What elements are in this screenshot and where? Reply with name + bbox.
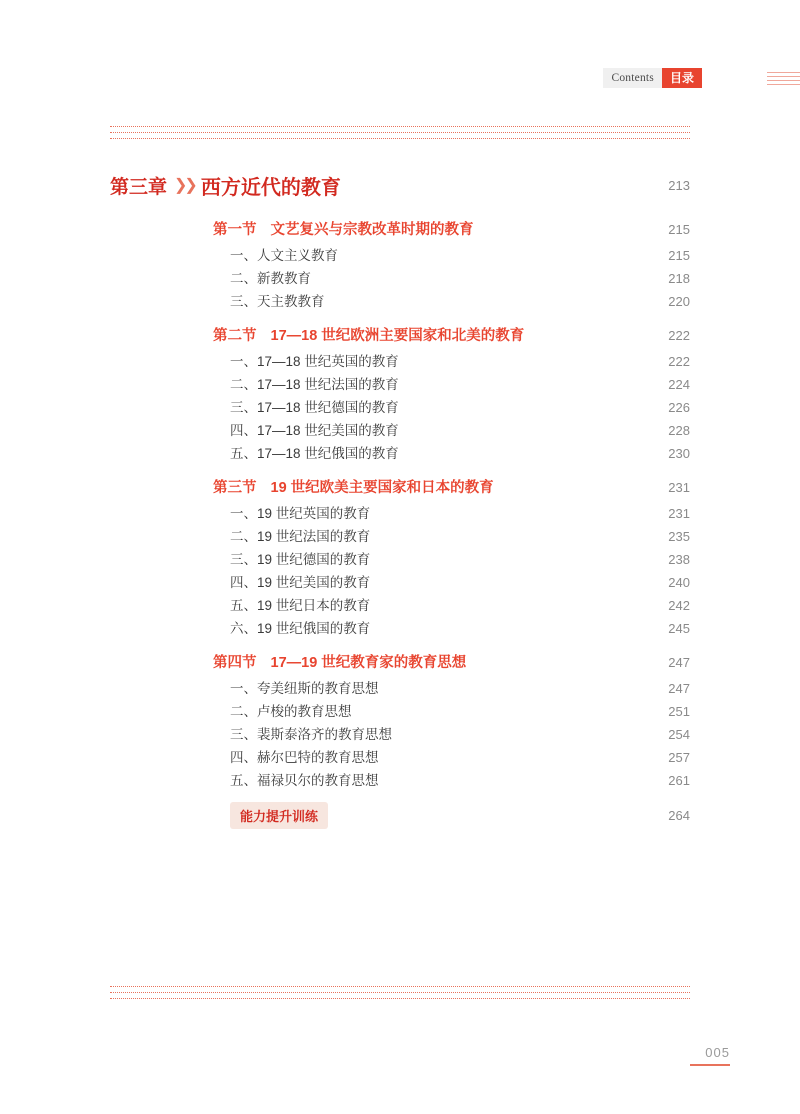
- section-title: 文艺复兴与宗教改革时期的教育: [270, 222, 474, 238]
- entry-page-number: 257: [668, 750, 690, 765]
- chapter-page-number: 213: [668, 177, 690, 193]
- toc-entry[interactable]: [110, 571, 690, 591]
- edge-line-1: [767, 72, 800, 73]
- contents-label: Contents: [603, 68, 662, 88]
- section-label: 第一节: [213, 222, 257, 238]
- chapter-number: 第三章: [110, 176, 168, 198]
- entry-title: 三、17—18 世纪德国的教育: [230, 400, 399, 415]
- contents-header-tag: [603, 68, 702, 88]
- section-heading[interactable]: [110, 324, 690, 345]
- toc-content: [110, 168, 690, 829]
- toc-entry[interactable]: [110, 502, 690, 522]
- entry-title: 一、人文主义教育: [230, 248, 338, 263]
- toc-entry[interactable]: [110, 244, 690, 264]
- toc-entry[interactable]: [110, 700, 690, 720]
- entry-title: 四、17—18 世纪美国的教育: [230, 423, 399, 438]
- entry-page-number: 218: [668, 271, 690, 286]
- dotted-line: [110, 126, 690, 127]
- entry-page-number: 235: [668, 529, 690, 544]
- entry-title: 六、19 世纪俄国的教育: [230, 621, 371, 636]
- footer-underline: [690, 1064, 730, 1066]
- entry-page-number: 245: [668, 621, 690, 636]
- entry-title: 三、天主教教育: [230, 294, 325, 309]
- entry-page-number: 261: [668, 773, 690, 788]
- section-page-number: 247: [668, 655, 690, 670]
- entry-title: 一、夸美纽斯的教育思想: [230, 681, 379, 696]
- mulu-label: 目录: [662, 68, 702, 88]
- entry-title: 五、19 世纪日本的教育: [230, 598, 371, 613]
- dotted-line: [110, 138, 690, 139]
- entry-page-number: 242: [668, 598, 690, 613]
- toc-entry[interactable]: [110, 769, 690, 789]
- toc-entry[interactable]: [110, 746, 690, 766]
- entry-page-number: 228: [668, 423, 690, 438]
- entry-title: 四、赫尔巴特的教育思想: [230, 750, 379, 765]
- edge-line-3: [767, 80, 800, 81]
- section-heading[interactable]: [110, 651, 690, 672]
- entry-page-number: 215: [668, 248, 690, 263]
- training-badge: 能力提升训练: [230, 802, 328, 829]
- entry-page-number: 238: [668, 552, 690, 567]
- section-title: 19 世纪欧美主要国家和日本的教育: [270, 480, 494, 496]
- dotted-line: [110, 986, 690, 987]
- entry-page-number: 240: [668, 575, 690, 590]
- entry-page-number: 230: [668, 446, 690, 461]
- toc-entry[interactable]: [110, 723, 690, 743]
- entry-title: 五、17—18 世纪俄国的教育: [230, 446, 399, 461]
- section-heading[interactable]: [110, 218, 690, 239]
- entry-title: 二、17—18 世纪法国的教育: [230, 377, 399, 392]
- section-label: 第二节: [213, 328, 257, 344]
- entry-page-number: 222: [668, 354, 690, 369]
- toc-entry[interactable]: [110, 594, 690, 614]
- section-heading[interactable]: [110, 476, 690, 497]
- footer: [690, 1045, 730, 1066]
- entry-title: 二、卢梭的教育思想: [230, 704, 352, 719]
- entry-page-number: 220: [668, 294, 690, 309]
- bottom-dotted-rule: [110, 986, 690, 1004]
- entry-title: 二、19 世纪法国的教育: [230, 529, 371, 544]
- page-number: 005: [705, 1045, 730, 1060]
- chapter-heading[interactable]: [110, 168, 690, 202]
- entry-title: 二、新教教育: [230, 271, 311, 286]
- training-entry[interactable]: [110, 802, 690, 829]
- dotted-line: [110, 992, 690, 993]
- edge-line-4: [767, 84, 800, 85]
- entry-page-number: 224: [668, 377, 690, 392]
- dotted-line: [110, 998, 690, 999]
- top-dotted-rule: [110, 126, 690, 144]
- entry-title: 三、裴斯泰洛齐的教育思想: [230, 727, 392, 742]
- dotted-line: [110, 132, 690, 133]
- section-title: 17—18 世纪欧洲主要国家和北美的教育: [270, 328, 525, 344]
- header-edge-decoration: [767, 72, 800, 86]
- entry-page-number: 226: [668, 400, 690, 415]
- entry-title: 一、17—18 世纪英国的教育: [230, 354, 399, 369]
- section-label: 第三节: [213, 480, 257, 496]
- toc-entry[interactable]: [110, 350, 690, 370]
- toc-entry[interactable]: [110, 419, 690, 439]
- section-page-number: 222: [668, 328, 690, 343]
- entry-page-number: 247: [668, 681, 690, 696]
- toc-entry[interactable]: [110, 396, 690, 416]
- section-title: 17—19 世纪教育家的教育思想: [270, 655, 467, 671]
- section-page-number: 215: [668, 222, 690, 237]
- section-label: 第四节: [213, 655, 257, 671]
- entry-title: 三、19 世纪德国的教育: [230, 552, 371, 567]
- toc-entry[interactable]: [110, 290, 690, 310]
- entry-page-number: 251: [668, 704, 690, 719]
- toc-entry[interactable]: [110, 373, 690, 393]
- training-page-number: 264: [668, 808, 690, 823]
- toc-entry[interactable]: [110, 525, 690, 545]
- entry-page-number: 254: [668, 727, 690, 742]
- entry-title: 四、19 世纪美国的教育: [230, 575, 371, 590]
- toc-entry[interactable]: [110, 617, 690, 637]
- entry-title: 五、福禄贝尔的教育思想: [230, 773, 379, 788]
- section-page-number: 231: [668, 480, 690, 495]
- chapter-title: 西方近代的教育: [200, 176, 341, 199]
- entry-title: 一、19 世纪英国的教育: [230, 506, 371, 521]
- toc-entry[interactable]: [110, 267, 690, 287]
- toc-entry[interactable]: [110, 677, 690, 697]
- double-chevron-right-icon: ❯❯: [174, 177, 195, 194]
- edge-line-2: [767, 76, 800, 77]
- toc-entry[interactable]: [110, 548, 690, 568]
- toc-entry[interactable]: [110, 442, 690, 462]
- entry-page-number: 231: [668, 506, 690, 521]
